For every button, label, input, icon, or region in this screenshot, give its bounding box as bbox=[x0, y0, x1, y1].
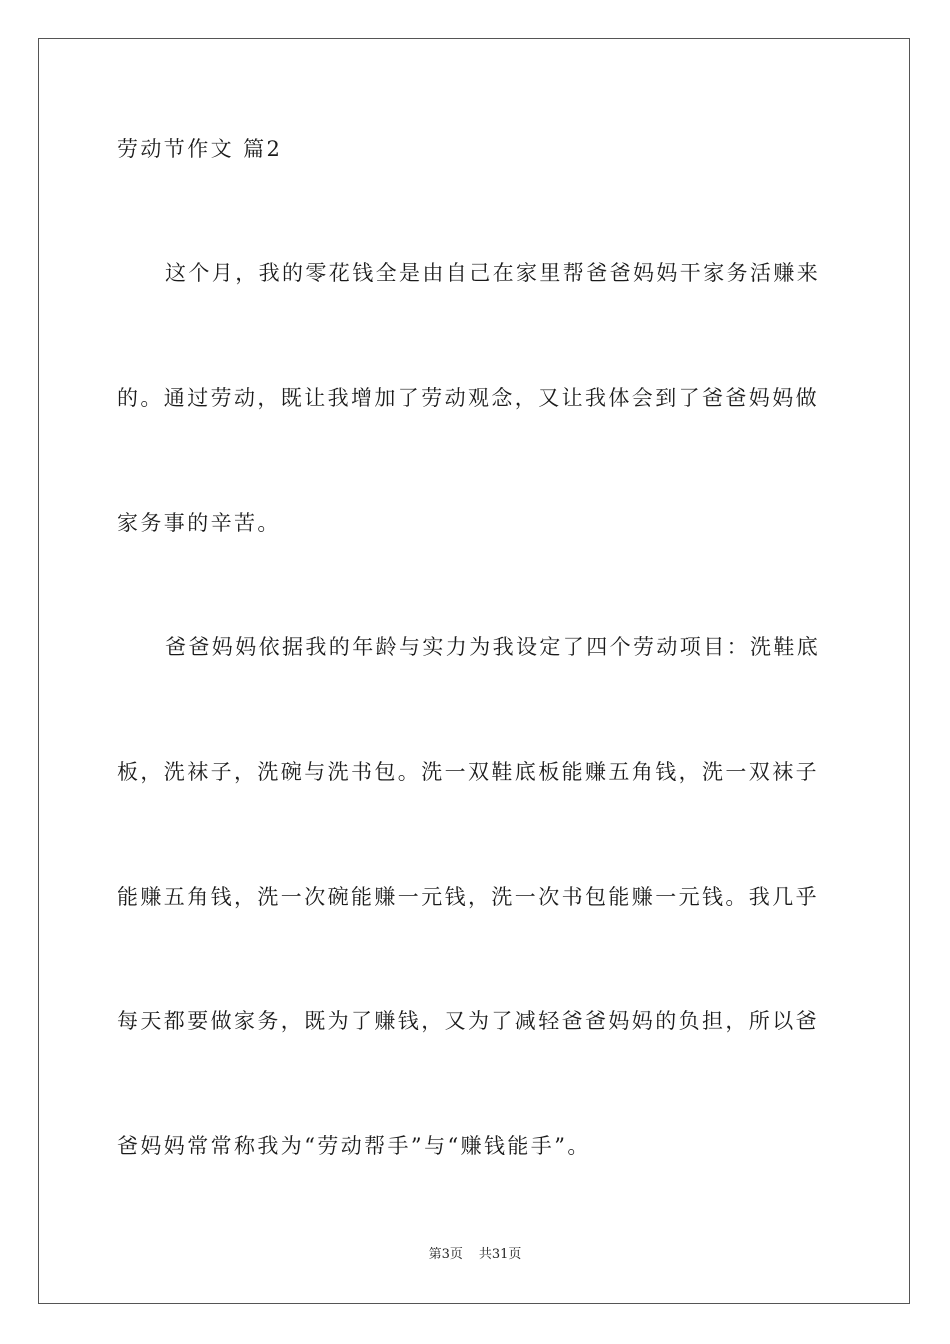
page-border bbox=[38, 38, 910, 1304]
document-title: 劳动节作文 篇2 bbox=[117, 137, 283, 161]
paragraph-2-line-2: 板，洗袜子，洗碗与洗书包。洗一双鞋底板能赚五角钱，洗一双袜子 bbox=[117, 760, 819, 784]
paragraph-2-line-4: 每天都要做家务，既为了赚钱，又为了减轻爸爸妈妈的负担，所以爸 bbox=[117, 1009, 819, 1033]
paragraph-2-line-5: 爸妈妈常常称我为“劳动帮手”与“赚钱能手”。 bbox=[117, 1134, 591, 1158]
page-footer bbox=[0, 1246, 950, 1264]
paragraph-2-line-3: 能赚五角钱，洗一次碗能赚一元钱，洗一次书包能赚一元钱。我几乎 bbox=[117, 885, 819, 909]
total-pages-label: 共31页 bbox=[478, 1247, 522, 1262]
paragraph-1-line-3: 家务事的辛苦。 bbox=[117, 511, 281, 535]
paragraph-1-line-1: 这个月，我的零花钱全是由自己在家里帮爸爸妈妈干家务活赚来 bbox=[165, 261, 821, 285]
current-page-label: 第3页 bbox=[428, 1247, 463, 1262]
paragraph-1-line-2: 的。通过劳动，既让我增加了劳动观念，又让我体会到了爸爸妈妈做 bbox=[117, 386, 819, 410]
paragraph-2-line-1: 爸爸妈妈依据我的年龄与实力为我设定了四个劳动项目：洗鞋底 bbox=[165, 635, 821, 659]
